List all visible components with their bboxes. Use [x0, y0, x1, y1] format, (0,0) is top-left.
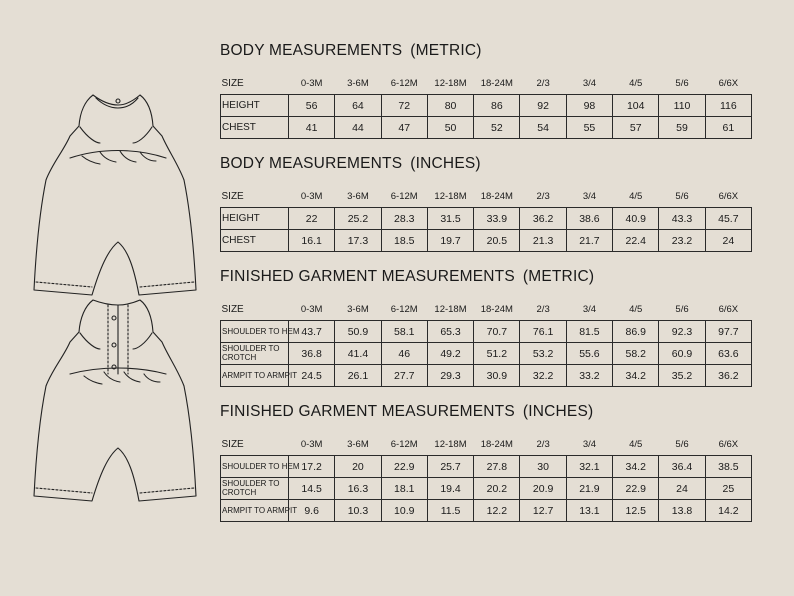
size-col: 4/5: [629, 303, 643, 315]
cell: 24.5: [289, 365, 335, 387]
size-col: 6-12M: [390, 77, 418, 89]
cell: 21.9: [566, 478, 612, 500]
cell: 10.9: [381, 500, 427, 522]
cell: 64: [335, 95, 381, 117]
cell: 27.8: [474, 456, 520, 478]
size-col: 3-6M: [347, 303, 369, 315]
cell: 59: [659, 117, 705, 139]
cell: 19.4: [427, 478, 473, 500]
cell: 54: [520, 117, 566, 139]
romper-front-illustration: [34, 95, 196, 295]
cell: 32.1: [566, 456, 612, 478]
cell: 53.2: [520, 343, 566, 365]
cell: 110: [659, 95, 705, 117]
cell: 23.2: [659, 230, 705, 252]
garment-measurements-inches-table: [220, 433, 752, 522]
body-measurements-metric-section: [220, 42, 752, 134]
cell: 92.3: [659, 321, 705, 343]
cell: 36.2: [705, 365, 751, 387]
cell: 18.5: [381, 230, 427, 252]
cell: 25: [705, 478, 751, 500]
cell: 36.4: [659, 456, 705, 478]
cell: 17.2: [289, 456, 335, 478]
row-label: SHOULDER TO CROTCH: [221, 343, 289, 365]
size-col: 2/3: [536, 190, 550, 202]
size-col: 18-24M: [480, 77, 513, 89]
size-col: 0-3M: [300, 303, 323, 315]
cell: 22.9: [613, 478, 659, 500]
cell: 25.2: [335, 208, 381, 230]
size-col: 5/6: [675, 190, 689, 202]
table-row: [221, 343, 752, 365]
table-row: [221, 208, 752, 230]
cell: 97.7: [705, 321, 751, 343]
cell: 36.2: [520, 208, 566, 230]
cell: 13.8: [659, 500, 705, 522]
table-row: [221, 95, 752, 117]
cell: 38.5: [705, 456, 751, 478]
cell: 40.9: [613, 208, 659, 230]
table-row: [221, 117, 752, 139]
size-col: 4/5: [629, 438, 643, 450]
size-header: SIZE: [221, 77, 244, 89]
size-col: 6/6X: [718, 190, 739, 202]
cell: 12.5: [613, 500, 659, 522]
cell: 21.7: [566, 230, 612, 252]
row-label: SHOULDER TO HEM: [221, 321, 289, 343]
size-col: 0-3M: [300, 77, 323, 89]
cell: 98: [566, 95, 612, 117]
size-col: 12-18M: [434, 77, 467, 89]
table-row: [221, 365, 752, 387]
cell: 51.2: [474, 343, 520, 365]
cell: 24: [705, 230, 751, 252]
garment-measurements-metric-section: [220, 268, 752, 382]
size-col: 18-24M: [480, 190, 513, 202]
size-col: 6/6X: [718, 77, 739, 89]
section-title: FINISHED GARMENT MEASUREMENTS (METRIC): [220, 268, 595, 285]
table-row: [221, 321, 752, 343]
cell: 116: [705, 95, 751, 117]
row-label: SHOULDER TO HEM: [221, 456, 289, 478]
cell: 12.2: [474, 500, 520, 522]
cell: 80: [427, 95, 473, 117]
cell: 57: [613, 117, 659, 139]
size-col: 3-6M: [347, 438, 369, 450]
cell: 36.8: [289, 343, 335, 365]
cell: 56: [289, 95, 335, 117]
row-label: CHEST: [221, 117, 289, 139]
cell: 60.9: [659, 343, 705, 365]
cell: 10.3: [335, 500, 381, 522]
cell: 28.3: [381, 208, 427, 230]
cell: 58.1: [381, 321, 427, 343]
size-col: 12-18M: [434, 190, 467, 202]
size-col: 3/4: [582, 190, 597, 202]
cell: 30.9: [474, 365, 520, 387]
cell: 92: [520, 95, 566, 117]
cell: 27.7: [381, 365, 427, 387]
size-col: 18-24M: [480, 438, 513, 450]
cell: 65.3: [427, 321, 473, 343]
size-col: 2/3: [536, 303, 550, 315]
size-col: 6-12M: [390, 303, 418, 315]
cell: 58.2: [613, 343, 659, 365]
table-row: [221, 456, 752, 478]
cell: 19.7: [427, 230, 473, 252]
size-col: 0-3M: [300, 438, 323, 450]
section-title: BODY MEASUREMENTS (METRIC): [220, 42, 482, 59]
size-col: 3/4: [582, 438, 597, 450]
cell: 35.2: [659, 365, 705, 387]
cell: 25.7: [427, 456, 473, 478]
section-title: BODY MEASUREMENTS (INCHES): [220, 155, 481, 172]
size-col: 6-12M: [390, 438, 418, 450]
size-col: 18-24M: [480, 303, 513, 315]
cell: 20.2: [474, 478, 520, 500]
cell: 41: [289, 117, 335, 139]
row-label: HEIGHT: [221, 95, 289, 117]
cell: 41.4: [335, 343, 381, 365]
cell: 20: [335, 456, 381, 478]
cell: 70.7: [474, 321, 520, 343]
cell: 31.5: [427, 208, 473, 230]
size-col: 5/6: [675, 438, 689, 450]
cell: 49.2: [427, 343, 473, 365]
cell: 30: [520, 456, 566, 478]
cell: 86: [474, 95, 520, 117]
cell: 55.6: [566, 343, 612, 365]
cell: 50: [427, 117, 473, 139]
cell: 32.2: [520, 365, 566, 387]
cell: 47: [381, 117, 427, 139]
cell: 33.2: [566, 365, 612, 387]
cell: 86.9: [613, 321, 659, 343]
size-col: 3/4: [582, 303, 597, 315]
cell: 14.2: [705, 500, 751, 522]
cell: 14.5: [289, 478, 335, 500]
size-col: 12-18M: [434, 438, 467, 450]
row-label: ARMPIT TO ARMPIT: [221, 500, 289, 522]
size-col: 3-6M: [347, 190, 369, 202]
size-col: 12-18M: [434, 303, 467, 315]
section-title: FINISHED GARMENT MEASUREMENTS (INCHES): [220, 403, 594, 420]
cell: 11.5: [427, 500, 473, 522]
cell: 61: [705, 117, 751, 139]
size-col: 6-12M: [390, 190, 418, 202]
size-header: SIZE: [221, 190, 244, 202]
cell: 44: [335, 117, 381, 139]
cell: 104: [613, 95, 659, 117]
cell: 26.1: [335, 365, 381, 387]
garment-measurements-metric-table: [220, 298, 752, 387]
size-col: 4/5: [629, 190, 643, 202]
size-col: 3/4: [582, 77, 597, 89]
cell: 17.3: [335, 230, 381, 252]
cell: 52: [474, 117, 520, 139]
size-header: SIZE: [221, 438, 244, 450]
size-col: 2/3: [536, 438, 550, 450]
cell: 20.9: [520, 478, 566, 500]
cell: 55: [566, 117, 612, 139]
cell: 29.3: [427, 365, 473, 387]
cell: 12.7: [520, 500, 566, 522]
cell: 33.9: [474, 208, 520, 230]
cell: 46: [381, 343, 427, 365]
cell: 18.1: [381, 478, 427, 500]
cell: 43.7: [289, 321, 335, 343]
garment-measurements-inches-section: [220, 403, 752, 517]
cell: 34.2: [613, 365, 659, 387]
body-measurements-metric-table: [220, 72, 752, 139]
cell: 76.1: [520, 321, 566, 343]
cell: 16.3: [335, 478, 381, 500]
cell: 72: [381, 95, 427, 117]
size-col: 6/6X: [718, 303, 739, 315]
size-col: 4/5: [629, 77, 643, 89]
garment-illustrations: [0, 0, 210, 596]
cell: 63.6: [705, 343, 751, 365]
cell: 20.5: [474, 230, 520, 252]
romper-back-illustration: [34, 300, 196, 501]
row-label: CHEST: [221, 230, 289, 252]
body-measurements-inches-section: [220, 155, 752, 247]
table-row: [221, 500, 752, 522]
size-col: 2/3: [536, 77, 550, 89]
cell: 21.3: [520, 230, 566, 252]
size-header: SIZE: [221, 303, 244, 315]
cell: 81.5: [566, 321, 612, 343]
row-label: SHOULDER TO CROTCH: [221, 478, 289, 500]
cell: 22.9: [381, 456, 427, 478]
table-row: [221, 230, 752, 252]
size-col: 6/6X: [718, 438, 739, 450]
cell: 9.6: [289, 500, 335, 522]
cell: 16.1: [289, 230, 335, 252]
cell: 34.2: [613, 456, 659, 478]
cell: 22: [289, 208, 335, 230]
cell: 50.9: [335, 321, 381, 343]
cell: 22.4: [613, 230, 659, 252]
cell: 38.6: [566, 208, 612, 230]
cell: 45.7: [705, 208, 751, 230]
row-label: ARMPIT TO ARMPIT: [221, 365, 289, 387]
row-label: HEIGHT: [221, 208, 289, 230]
table-row: [221, 478, 752, 500]
body-measurements-inches-table: [220, 185, 752, 252]
cell: 24: [659, 478, 705, 500]
size-col: 3-6M: [347, 77, 369, 89]
size-col: 5/6: [675, 77, 689, 89]
cell: 43.3: [659, 208, 705, 230]
size-col: 0-3M: [300, 190, 323, 202]
cell: 13.1: [566, 500, 612, 522]
size-col: 5/6: [675, 303, 689, 315]
